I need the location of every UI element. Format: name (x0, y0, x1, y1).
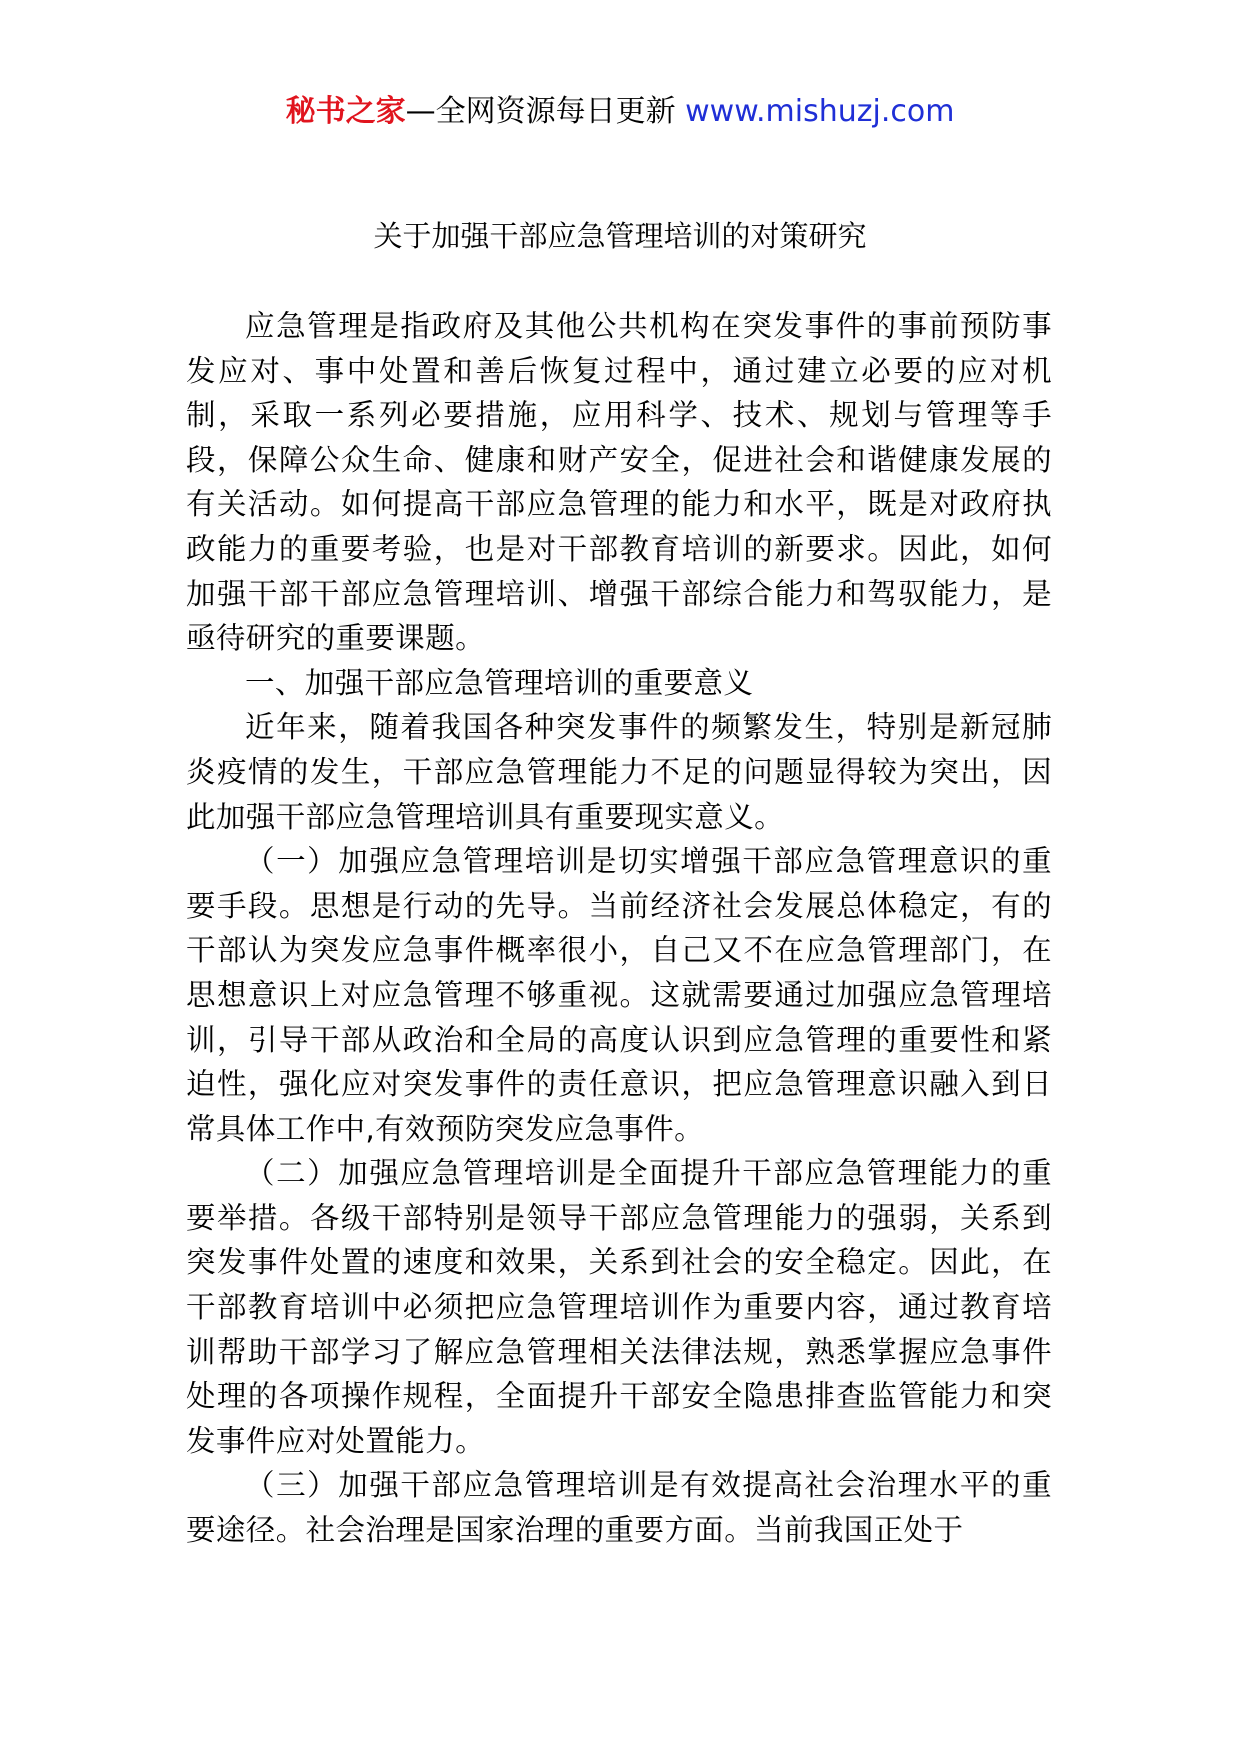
section-heading-1: 一、加强干部应急管理培训的重要意义 (245, 665, 754, 700)
document-title: 关于加强干部应急管理培训的对策研究 (373, 219, 867, 253)
header-tagline: —全网资源每日更新 (405, 94, 686, 129)
paragraph-section-1-intro: 近年来，随着我国各种突发事件的频繁发生，特别是新冠肺炎疫情的发生，干部应急管理能力不足的问题显得较为突出，因此加强干部应急管理培训具有重要现实意义。 (186, 710, 1052, 834)
paragraph-point-3: （三）加强干部应急管理培训是有效提高社会治理水平的重要途径。社会治理是国家治理的重要方面。当前我国正处于 (186, 1468, 1052, 1548)
brand-name: 秘书之家 (285, 94, 406, 129)
paragraph-intro: 应急管理是指政府及其他公共机构在突发事件的事前预防事发应对、事中处置和善后恢复过程中，通过建立必要的应对机制，采取一系列必要措施，应用科学、技术、规划与管理等手段，保障公众生命、健康和财产安全，促进社会和谐健康发展的有关活动。如何提高干部应急管理的能力和水平，既是对政府执政能力的重要考验，也是对干部教育培训的新要求。因此，如何加强干部干部应急管理培训、增强干部综合能力和驾驭能力，是亟待研究的重要课题。 (186, 309, 1052, 656)
paragraph-point-2: （二）加强应急管理培训是全面提升干部应急管理能力的重要举措。各级干部特别是领导干部应急管理能力的强弱，关系到突发事件处置的速度和效果，关系到社会的安全稳定。因此，在干部教育培训中必须把应急管理培训作为重要内容，通过教育培训帮助干部学习了解应急管理相关法律法规，熟悉掌握应急事件处理的各项操作规程，全面提升干部安全隐患排查监管能力和突发事件应对处置能力。 (186, 1156, 1052, 1458)
site-url-link[interactable]: www.mishuzj.com (685, 94, 955, 129)
document-body (186, 304, 1052, 1553)
paragraph-point-1: （一）加强应急管理培训是切实增强干部应急管理意识的重要手段。思想是行动的先导。当前经济社会发展总体稳定，有的干部认为突发应急事件概率很小，自己又不在应急管理部门，在思想意识上对应急管理不够重视。这就需要通过加强应急管理培训，引导干部从政治和全局的高度认识到应急管理的重要性和紧迫性，强化应对突发事件的责任意识，把应急管理意识融入到日常具体工作中,有效预防突发应急事件。 (186, 844, 1052, 1146)
site-header (0, 92, 1240, 132)
